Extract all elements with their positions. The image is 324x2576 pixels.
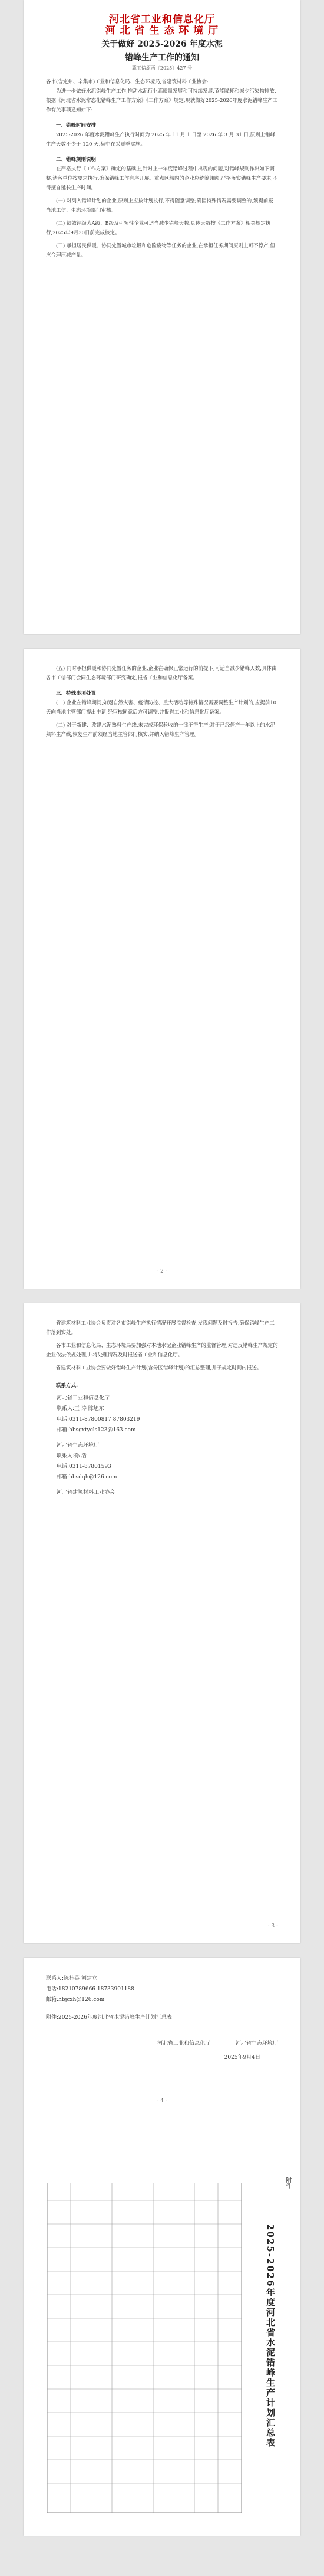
contact-email-3: 邮箱:hbjcxh@126.com (46, 1997, 105, 2003)
annex-table (47, 2183, 242, 2513)
section3-heading: 三、特殊事项处置 (56, 691, 97, 696)
signature-date: 2025年9月4日 (224, 2055, 260, 2061)
intro-paragraph: 为进一步做好水泥错峰生产工作,推动水泥行业高质量发展和可持续发展,节能降耗和减少污染物排放,根据《河北省水泥常态化错峰生产工作方案》《工作方案》规定,现就做好2025-2026年度水泥错峰生产工作有关事项通知如下: (46, 88, 278, 113)
section3-paragraph1: (一) 企业在错峰期间,如遇自然灾害、疫情防控、重大活动等特殊情况需要调整生产计划的,应提前10天向当地主管部门提出申请,经审核同意后方可调整,并报省工业和信息化厅备案。 (46, 700, 277, 715)
document-title-line1: 关于做好 2025-2026 年度水泥 (101, 40, 223, 49)
section2-heading: 二、错峰规则说明 (56, 157, 97, 163)
issuer-header-1: 河北省工业和信息化厅 (109, 14, 215, 25)
document-page-1 (24, 0, 300, 634)
contacts-label: 联系方式: (56, 1383, 78, 1389)
page3-paragraph2: 各市工业和信息化局、生态环境局要加强对本地水泥企业错峰生产的监督管理,对违反错峰生产规定的企业依法依规处理,并将处理情况及时报送省工业和信息化厅。 (46, 1343, 278, 1358)
page-number-2: - 2 - (157, 1269, 167, 1274)
section2-paragraph: 在严格执行《工作方案》确定的基础上,针对上一年度错峰过程中出现的问题,对错峰规则作出如下调整,请各单位按要求执行,确保错峰工作有序开展。重点区域内的企业应统筹兼顾,严格落实错峰生产要求,不得擅自延长生产时间。 (46, 166, 278, 191)
contact-org-2: 河北省生态环境厅 (57, 1443, 100, 1448)
section2-item2: (二) 绩效评级为A级、B级及引领性企业可适当减少错峰天数,具体天数按《工作方案》相关规定执行,2025年9月30日前完成核定。 (46, 221, 271, 236)
contact-email-2: 邮箱:hbsdqh@126.com (57, 1474, 117, 1480)
document-page-2 (24, 649, 300, 1289)
page3-paragraph1: 省建筑材料工业协会负责对各市错峰生产执行情况开展监督检查,发现问题及时报告,确保错峰生产工作落到实处。 (46, 1320, 275, 1336)
section3-paragraph2: (二) 对于新建、改建水泥熟料生产线,未完成环保验收的一律不得生产;对于已经停产一年以上的水泥熟料生产线,恢复生产前须经当地主管部门核实,并纳入错峰生产管理。 (46, 722, 275, 738)
page-number-3: - 3 - (267, 1923, 278, 1929)
signature-org-2: 河北省生态环境厅 (235, 2041, 278, 2046)
contact-person-1: 联系人:王 涛 陈旭东 (57, 1406, 104, 1412)
page3-paragraph3: 省建筑材料工业协会要做好错峰生产计划(含分区错峰计划)的汇总整理,并于规定时间内报送。 (56, 1365, 262, 1371)
section1-paragraph: 2025-2026 年度水泥错峰生产执行时间为 2025 年 11 月 1 日至 2026 年 3 月 31 日,原则上错峰生产天数不少于 120 天,集中在采暖季实施。 (46, 132, 276, 147)
contact-person-3: 联系人:陈桂英 刘建立 (46, 1976, 97, 1982)
section2-item1: (一) 对列入错峰计划的企业,原则上应按计划执行,不得随意调整;确因特殊情况需要调整的,须提前报当地工信、生态环境部门审核。 (46, 198, 273, 213)
contact-phone-2: 电话:0311-87801593 (57, 1464, 111, 1470)
document-number: 冀工信原函〔2025〕427 号 (131, 65, 193, 71)
addressee: 各市(含定州、辛集市)工业和信息化局、生态环境局,省建筑材料工业协会: (46, 79, 209, 85)
annex-title: 2025-2026年度河北省水泥错峰生产计划汇总表 (265, 2224, 276, 2448)
signature-org-1: 河北省工业和信息化厅 (157, 2041, 211, 2046)
contact-person-2: 联系人:孙 浩 (57, 1453, 87, 1459)
contact-email-1: 邮箱:hbsgxtycls123@163.com (57, 1427, 136, 1433)
issuer-header-2: 河 北 省 生 态 环 境 厅 (105, 25, 219, 37)
contact-org-1: 河北省工业和信息化厅 (57, 1395, 110, 1401)
annex-label: 附件 (285, 2177, 291, 2189)
page-number-4: - 4 - (157, 2098, 167, 2104)
annex-page (24, 2153, 300, 2536)
document-page-4 (24, 1958, 300, 2536)
attachment-note: 附件:2025-2026年度河北省水泥错峰生产计划汇总表 (46, 2015, 172, 2020)
contact-org-3: 河北省建筑材料工业协会 (57, 1490, 115, 1496)
contact-phone-1: 电话:0311-87800817 87803219 (57, 1417, 140, 1422)
section1-heading: 一、错峰时间安排 (56, 123, 97, 129)
section2-item3: (三) 承担居民供暖、协同处置城市垃圾和危险废物等任务的企业,在承担任务期间原则上可不停产,但应合理压减产量。 (46, 243, 275, 258)
contact-phone-3: 电话:18210789666 18733901188 (46, 1986, 134, 1992)
document-title-line2: 错峰生产工作的通知 (125, 53, 199, 63)
document-page-3 (24, 1303, 300, 1943)
page2-paragraph1: (五) 同时承担供暖和协同处置任务的企业,企业在确保正常运行的前提下,可适当减少错峰天数,具体由各市工信部门会同生态环境部门研究确定,报省工业和信息化厅备案。 (46, 666, 277, 681)
